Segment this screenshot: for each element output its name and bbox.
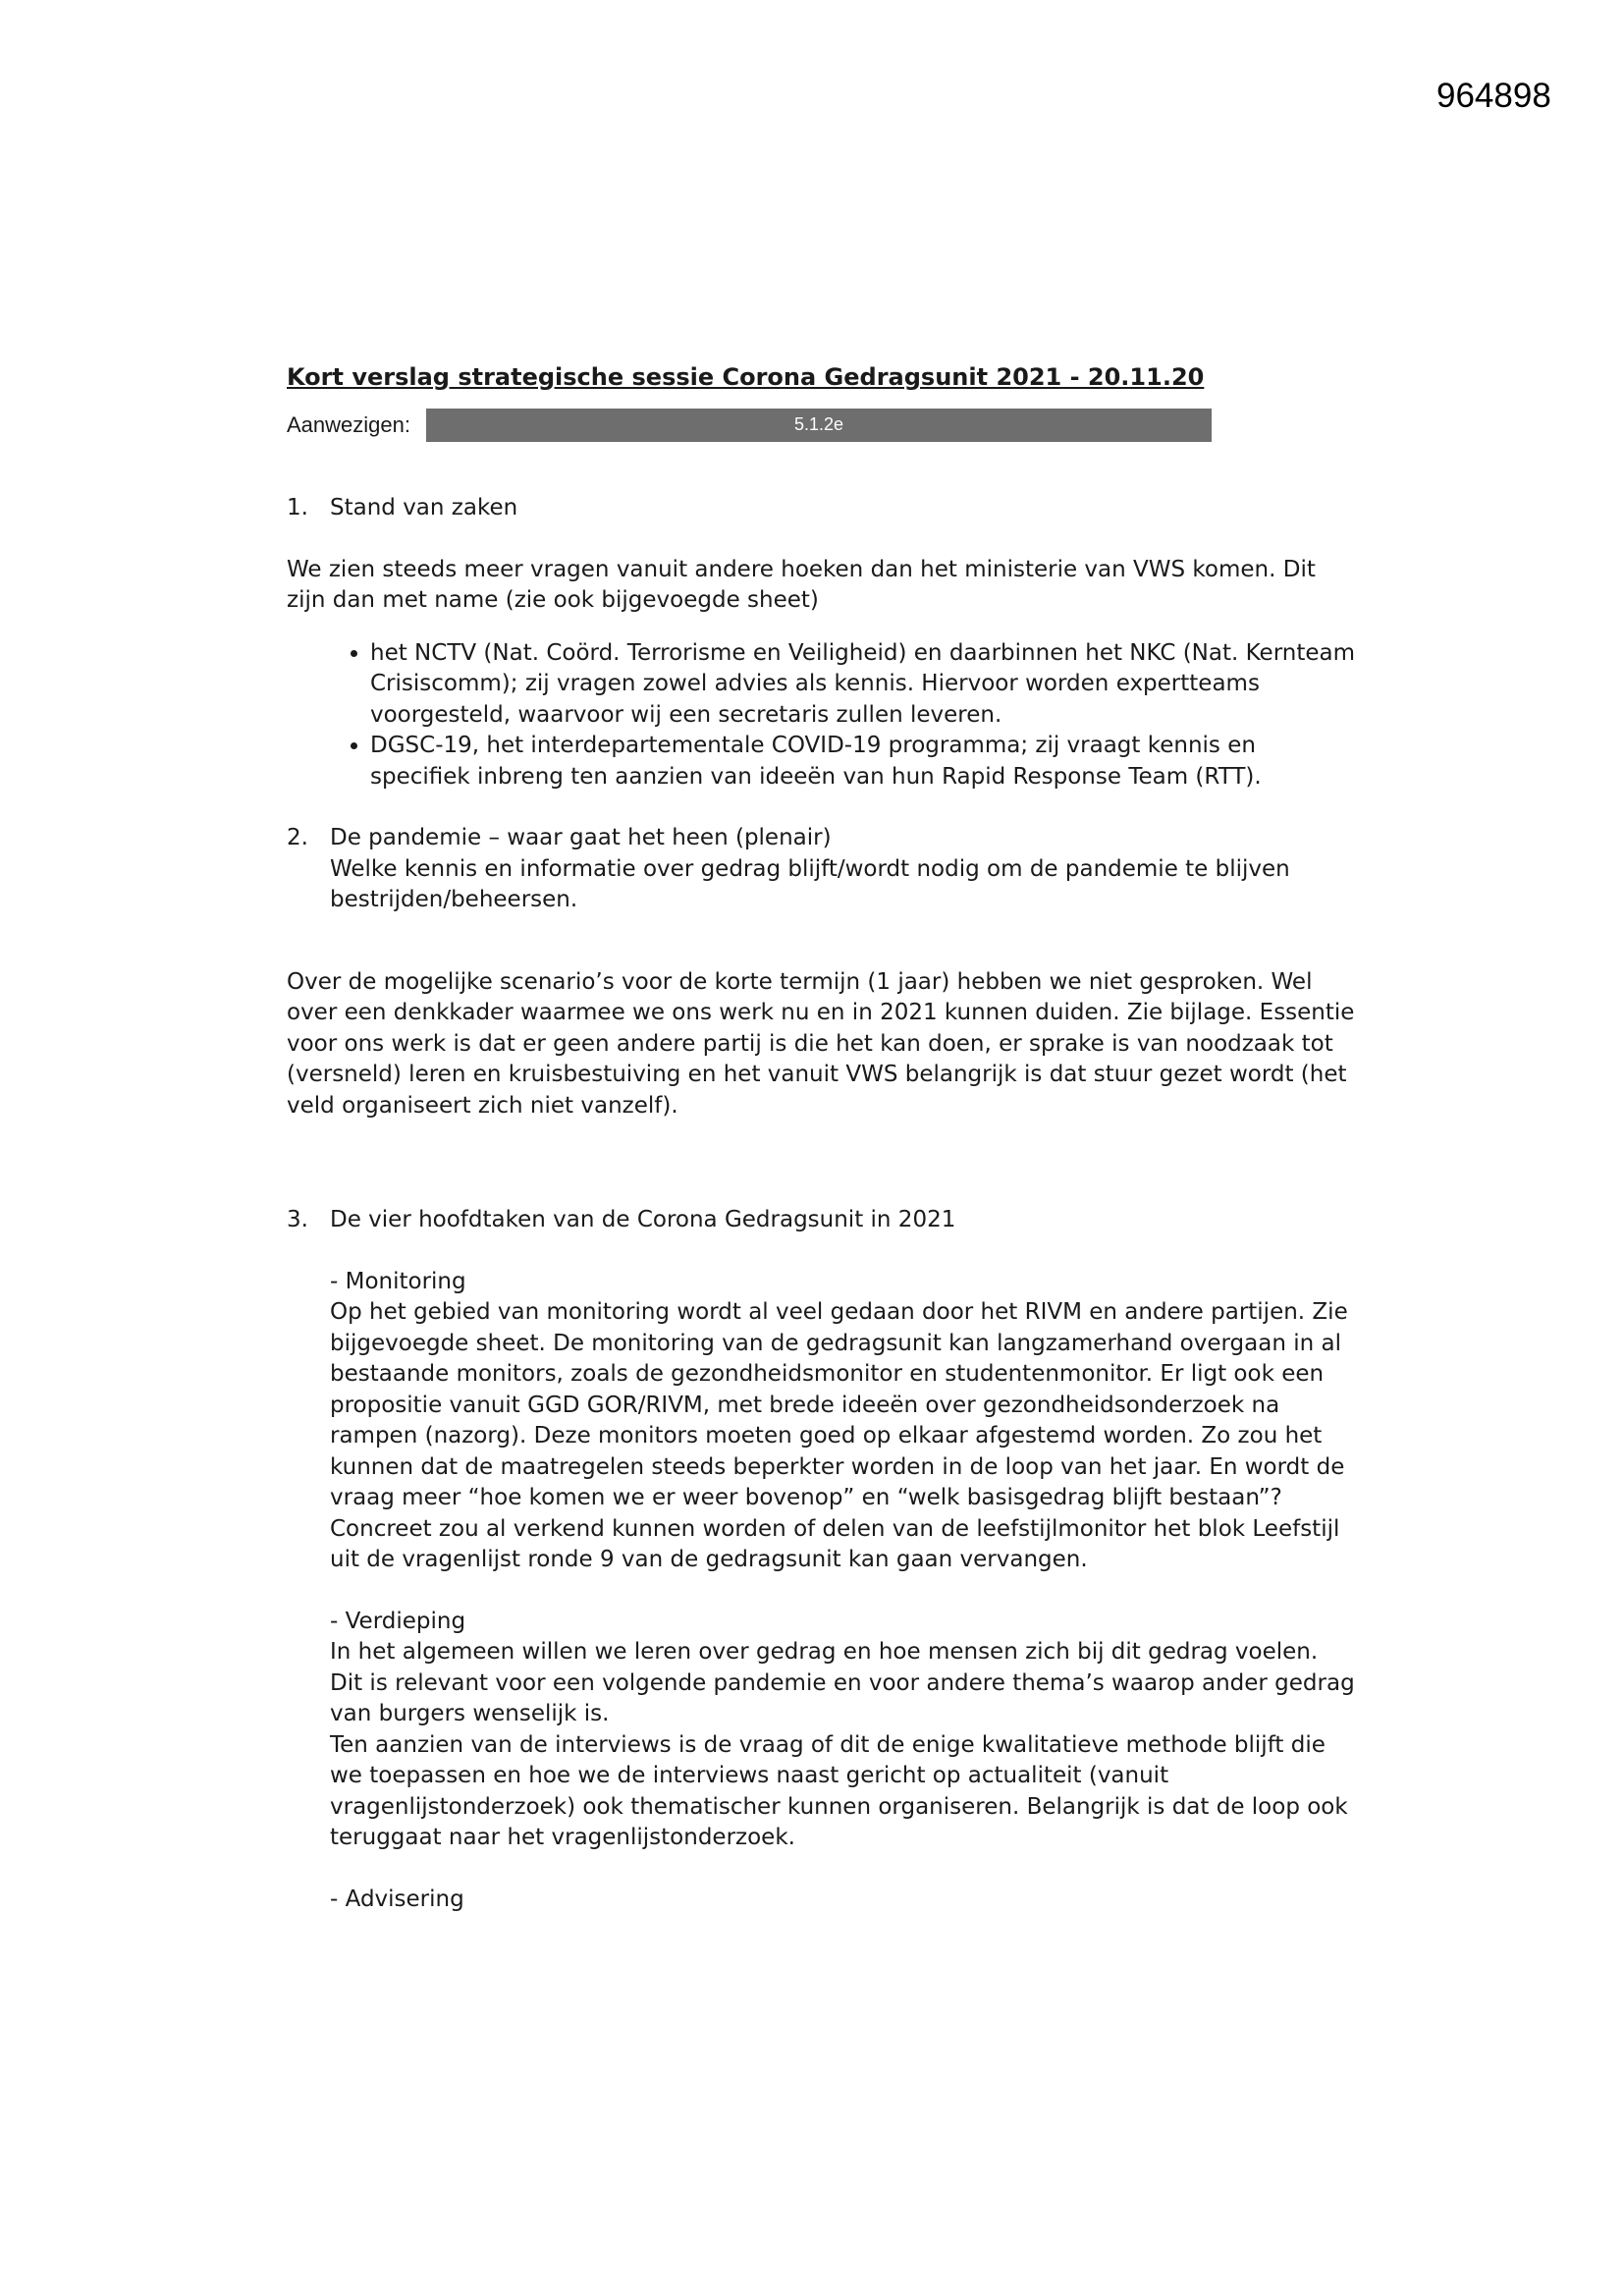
section-heading: De vier hoofdtaken van de Corona Gedragsunit in 2021 xyxy=(330,1207,956,1232)
document-number: 964898 xyxy=(1436,77,1551,115)
redaction-code: 5.1.2e xyxy=(793,414,844,435)
redaction-bar xyxy=(426,409,1212,442)
attendees-label: Aanwezigen: xyxy=(287,412,410,438)
section-2-paragraph: Over de mogelijke scenario’s voor de korte termijn (1 jaar) hebben we niet gesproken. Wel over een denkkader waarmee we ons werk nu en in 2021 kunnen duiden. Zie bijlage. Essentie voor ons werk is dat er geen andere partij is die het kan doen, er sprake is van noodzaak tot (versneld) leren en kruisbestuiving en het vanuit VWS belangrijk is dat stuur gezet wordt (het veld organiseert zich niet vanzelf). xyxy=(287,968,1355,1119)
subsection-label-verdieping: - Verdieping xyxy=(330,1608,466,1634)
section-1-intro: We zien steeds meer vragen vanuit andere hoeken dan het ministerie van VWS komen. Dit zijn dan met name (zie ook bijgevoegde sheet) xyxy=(287,556,1316,613)
section-number: 2. xyxy=(287,825,308,850)
attendees-row xyxy=(287,409,1357,442)
subsection-label-monitoring: - Monitoring xyxy=(330,1268,466,1294)
subsection-label-advisering: - Advisering xyxy=(330,1886,464,1912)
list-item: • het NCTV (Nat. Coörd. Terrorisme en Veiligheid) en daarbinnen het NKC (Nat. Kernteam Crisiscomm); zij vragen zowel advies als kennis. Hiervoor worden expertteams voorgesteld, waarvoor wij een secretaris zullen leveren. xyxy=(370,638,1357,732)
section-3-content xyxy=(330,1267,1357,1916)
section-number: 3. xyxy=(287,1207,308,1232)
section-heading: Stand van zaken xyxy=(330,495,518,520)
section-1-bullets xyxy=(287,638,1357,793)
monitoring-text: Op het gebied van monitoring wordt al veel gedaan door het RIVM en andere partijen. Zie bijgevoegde sheet. De monitoring van de gedragsunit kan langzamerhand overgaan in al bestaande monitors, zoals de gezondheidsmonitor en studentenmonitor. Er ligt ook een propositie vanuit GGD GOR/RIVM, met brede ideeën over gezondheidsonderzoek na rampen (nazorg). Deze monitors moeten goed op elkaar afgestemd worden. Zo zou het kunnen dat de maatregelen steeds beperkter worden in de loop van het jaar. En wordt de vraag meer “hoe komen we er weer bovenop” en “welk basisgedrag blijft bestaan”? Concreet zou al verkend kunnen worden of delen van de leefstijlmonitor het blok Leefstijl uit de vragenlijst ronde 9 van de gedragsunit kan gaan vervangen. xyxy=(330,1299,1348,1572)
verdieping-text-2: Ten aanzien van de interviews is de vraag of dit de enige kwalitatieve methode blijft die we toepassen en hoe we de interviews naast gericht op actualiteit (vanuit vragenlijstonderzoek) ook thematischer kunnen organiseren. Belangrijk is dat de loop ook teruggaat naar het vragenlijstonderzoek. xyxy=(330,1731,1348,1850)
section-3-heading xyxy=(287,1205,1357,1236)
document-title: Kort verslag strategische sessie Corona Gedragsunit 2021 - 20.11.20 xyxy=(287,363,1205,391)
section-2-body: Welke kennis en informatie over gedrag blijft/wordt nodig om de pandemie te blijven bestrijden/beheersen. xyxy=(330,855,1290,912)
document-body xyxy=(287,361,1357,1915)
section-1-heading xyxy=(287,493,1357,524)
section-number: 1. xyxy=(287,495,308,520)
section-2-heading xyxy=(287,823,1357,854)
verdieping-text-1: In het algemeen willen we leren over gedrag en hoe mensen zich bij dit gedrag voelen. Dit is relevant voor een volgende pandemie en voor andere thema’s waarop ander gedrag van burgers wenselijk is. xyxy=(330,1639,1355,1726)
list-item: • DGSC-19, het interdepartementale COVID-19 programma; zij vraagt kennis en specifiek inbreng ten aanzien van ideeën van hun Rapid Response Team (RTT). xyxy=(370,731,1357,793)
section-heading: De pandemie – waar gaat het heen (plenair) xyxy=(330,825,832,850)
